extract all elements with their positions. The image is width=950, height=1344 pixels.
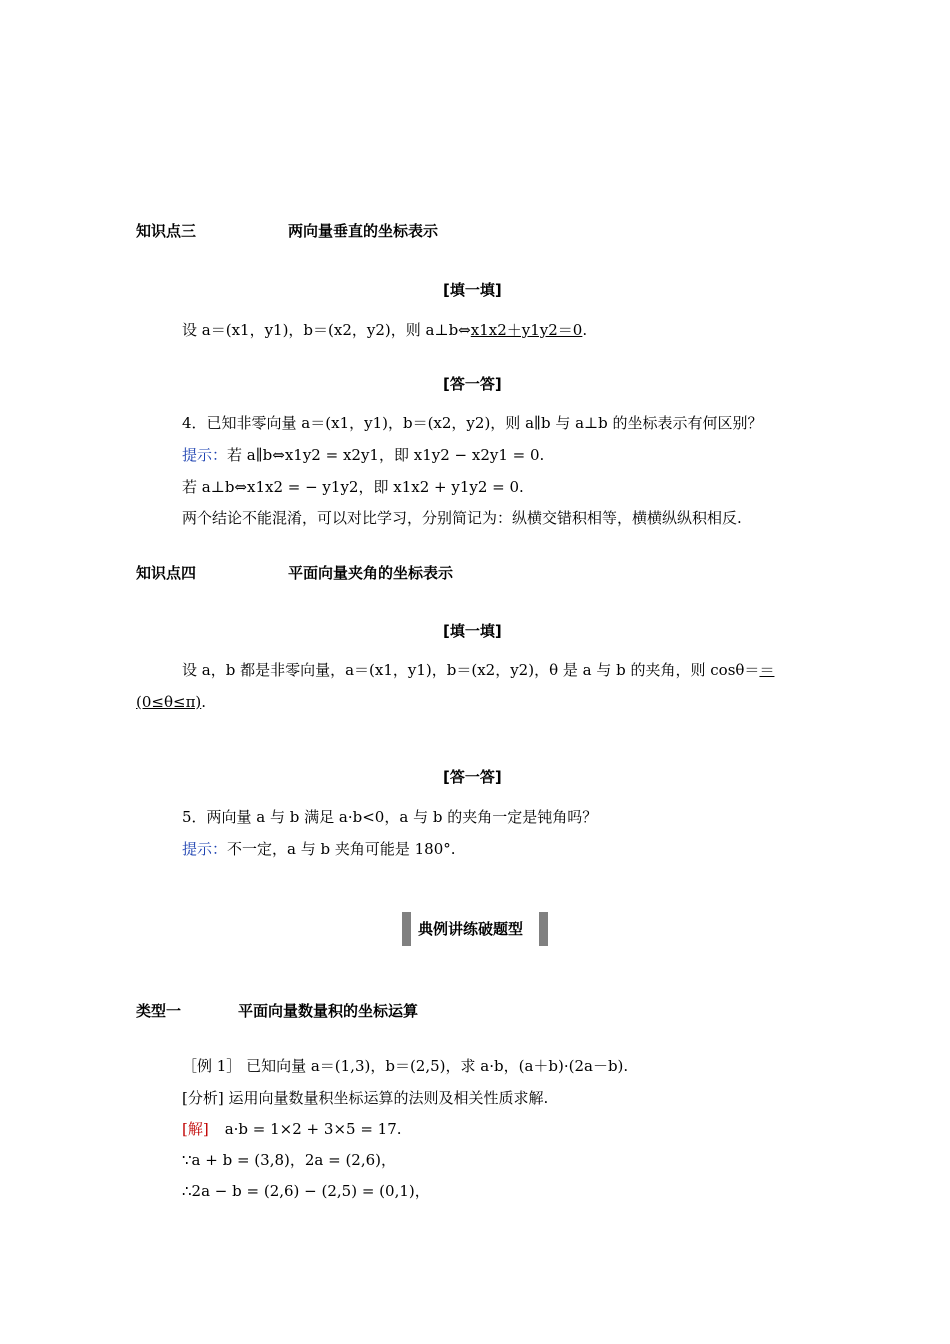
hint-label: 提示： (182, 840, 228, 858)
section4-title: 平面向量夹角的坐标表示 (288, 564, 454, 582)
section3-fill-text (182, 319, 587, 341)
section4-fill-line2 (136, 691, 206, 713)
section3-fill-heading: [填一填] (443, 281, 502, 299)
solution-line1 (182, 1118, 402, 1140)
solution-text: a·b = 1×2 + 3×5 = 17. (224, 1120, 402, 1138)
solution-line3: ∴2a − b = (2,6) − (2,5) = (0,1)， (182, 1182, 430, 1200)
section4-answer-heading: [答一答] (443, 768, 502, 786)
section4-fill-line1 (182, 659, 774, 681)
fill-blank-range: (0≤θ≤π) (136, 693, 202, 711)
section4-label: 知识点四 (136, 564, 197, 582)
hint-4-line2: 若 a⊥b⇔x1x2 = − y1y2，即 x1x2 + y1y2 = 0. (182, 478, 524, 496)
fill-suffix: . (582, 321, 588, 339)
section3-label: 知识点三 (136, 222, 197, 240)
hint-text: 不一定，a 与 b 夹角可能是 180°. (227, 840, 456, 858)
question-4: 4．已知非零向量 a＝(x1，y1)，b＝(x2，y2)，则 a∥b 与 a⊥b 的坐标表示有何区别？ (182, 414, 763, 432)
section3-title: 两向量垂直的坐标表示 (288, 222, 439, 240)
fill-suffix: . (201, 693, 207, 711)
section3-answer-heading: [答一答] (443, 375, 502, 393)
hint-4-line1 (182, 444, 544, 466)
type1-title: 平面向量数量积的坐标运算 (238, 1002, 419, 1020)
solution-line2: ∵a + b = (3,8)，2a = (2,6)， (182, 1151, 397, 1169)
question-5: 5．两向量 a 与 b 满足 a·b<0，a 与 b 的夹角一定是钝角吗？ (182, 808, 598, 826)
banner-left-bar (402, 912, 411, 946)
example-1: ［例 1］ 已知向量 a＝(1,3)，b＝(2,5)，求 a·b，(a＋b)·(2a－b). (182, 1057, 629, 1075)
hint-4-line3: 两个结论不能混淆，可以对比学习，分别简记为：纵横交错积相等，横横纵纵积相反. (182, 509, 742, 527)
hint-5 (182, 838, 456, 860)
section-banner (402, 912, 548, 946)
analysis: [分析] 运用向量数量积坐标运算的法则及相关性质求解. (182, 1089, 549, 1107)
banner-title: 典例讲练破题型 (418, 920, 524, 938)
fill-prefix: 设 a，b 都是非零向量，a＝(x1，y1)，b＝(x2，y2)，θ 是 a 与 b 的夹角，则 cosθ＝ (182, 661, 760, 679)
solution-label: [解] (182, 1120, 209, 1138)
hint-text: 若 a∥b⇔x1y2 = x2y1，即 x1y2 − x2y1 = 0. (227, 446, 545, 464)
fill-blank-answer: x1x2＋y1y2＝0 (470, 321, 583, 339)
hint-label: 提示： (182, 446, 228, 464)
type1-label: 类型一 (136, 1002, 182, 1020)
section4-fill-heading: [填一填] (443, 622, 502, 640)
fill-blank-answer: ＝ (759, 661, 775, 679)
banner-right-bar (539, 912, 548, 946)
fill-prefix: 设 a＝(x1，y1)，b＝(x2，y2)，则 a⊥b⇔ (182, 321, 471, 339)
